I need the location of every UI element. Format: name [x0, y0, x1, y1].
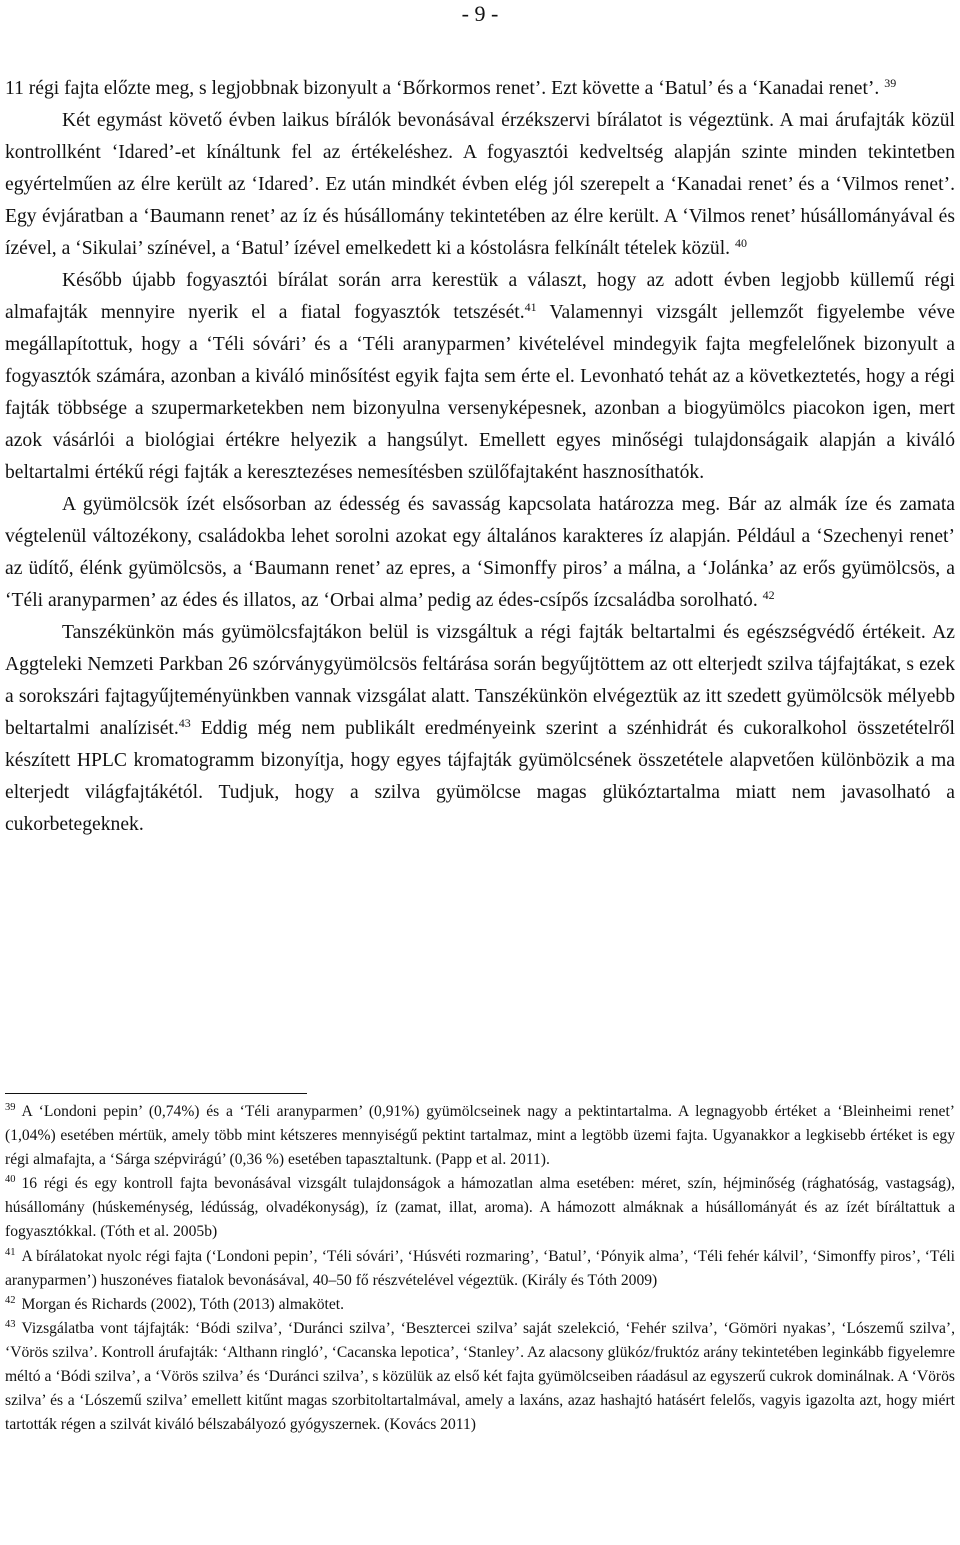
paragraph [5, 489, 955, 617]
paragraph-text: Két egymást követő évben laikus bírálók bevonásával érzékszervi bírálatot is végeztünk. A mai árufajták közül kontrollként ‘Idared’-et kínáltunk fel az értékeléshez. A fogyasztói kedveltség alapján szinte minden tekintetben egyértelműen az élre került az ‘Idared’. Ez után mindkét évben elég jól szerepelt a ‘Kanadai renet’ és a ‘Vilmos renet’. Egy évjáratban a ‘Baumann renet’ az íz és húsállomány tekintetében az élre került. A ‘Vilmos renet’ húsállományával és ízével, a ‘Sikulai’ színével, a ‘Batul’ ízével emelkedett ki a kóstolásra felkínált tételek közül. [5, 110, 955, 259]
paragraph [5, 617, 955, 841]
body-text [5, 73, 955, 841]
footnote-text: Morgan és Richards (2002), Tóth (2013) almakötet. [21, 1295, 344, 1313]
footnote-number: 40 [5, 1174, 16, 1186]
footnote [5, 1172, 955, 1244]
footnote [5, 1293, 955, 1317]
footnote-reference: 39 [884, 76, 897, 90]
footnote-text: A bírálatokat nyolc régi fajta (‘Londoni pepin’, ‘Téli sóvári’, ‘Húsvéti rozmaring’, ‘Batul’, ‘Pónyik alma’, ‘Téli fehér kálvil’, ‘Simonffy piros’, ‘Téli aranyparmen’) huszonéves fiatalok bevonásával, 40–50 fő részvételével végeztük. (Király és Tóth 2009) [5, 1247, 955, 1289]
footnote [5, 1245, 955, 1293]
paragraph [5, 73, 955, 105]
paragraph-text: A gyümölcsök ízét elsősorban az édesség és savasság kapcsolata határozza meg. Bár az almák íze és zamata végtelenül változékony, családokba lehet sorolni azokat egy általános karakteres íz alapján. Például a ‘Szechenyi renet’ az üdítő, élénk gyümölcsös, a ‘Baumann renet’ az epres, a ‘Simonffy piros’ a málna, a ‘Jolánka’ az erős gyümölcsös, a ‘Téli aranyparmen’ az édes és illatos, az ‘Orbai alma’ pedig az édes-csípős ízcsaládba sorolható. [5, 494, 955, 611]
footnote-number: 39 [5, 1102, 16, 1113]
paragraph-text: Tanszékünkön más gyümölcsfajtákon belül is vizsgáltuk a régi fajták beltartalmi és egészségvédő értékeit. Az Aggteleki Nemzeti Parkban 26 szórványgyümölcsös feltárása során begyűjtöttem az ott elterjedt szilva tájfajtákat, s ezek a sorokszári fajtagyűjteményünkben vannak vizsgálat alatt. Tanszékünkön elvégeztük az itt szedett gyümölcsök mélyebb beltartalmi analízisét. [5, 622, 955, 739]
footnote-reference: 40 [734, 236, 747, 250]
paragraph-text: Valamennyi vizsgált jellemzőt figyelembe véve megállapítottuk, hogy a ‘Téli sóvári’ és a ‘Téli aranyparmen’ kivételével mindegyik fajta megfelelőnek bizonyult a fogyasztók számára, azonban a kiváló minősítést egyik fajta sem érte el. Levonható tehát az a következtetés, hogy a régi fajták többsége a szupermarketekben nem bizonyulna versenyképesnek, azonban a biogyümölcs piacokon igen, mert azok vásárlói a biológiai értékre helyezik a hangsúlyt. Emellett egyes minőségi tulajdonságaik alapján a kiváló beltartalmi értékű régi fajták a keresztezéses nemesítésben szülőfajtaként hasznosíthatók. [5, 302, 955, 483]
page-number: - 9 - [461, 1, 499, 26]
paragraph [5, 265, 955, 489]
paragraph-text: Eddig még nem publikált eredményeink szerint a szénhidrát és cukoralkohol összetételről készített HPLC kromatogramm bizonyítja, hogy egyes tájfajták gyümölcsének összetétele alapvetően különbözik a ma elterjedt világfajtákétól. Tudjuk, hogy a szilva gyümölcse magas glükóztartalma miatt nem javasolható a cukorbetegeknek. [5, 718, 955, 835]
footnote-number: 43 [5, 1318, 16, 1330]
paragraph [5, 105, 955, 265]
footnote [5, 1100, 955, 1172]
paragraph-text: Később újabb fogyasztói bírálat során arra kerestük a választ, hogy az adott évben legjobb küllemű régi almafajták mennyire nyerik el a fiatal fogyasztók tetszését. [5, 270, 955, 323]
footnote-reference: 41 [524, 300, 537, 314]
footnote-reference: 42 [762, 588, 775, 602]
footnote-text: 16 régi és egy kontroll fajta bevonásával vizsgált tulajdonságok a hámozatlan alma esetében: méret, szín, héjminőség (rághatóság, vastagság), húsállomány (húskeménység, lédússág, olvadékonyság), íz (zamat, illat, aroma). A hámozott almáknak a húsállományát és az ízét bíráltattuk a fogyasztókkal. (Tóth et al. 2005b) [5, 1175, 955, 1241]
footnotes [5, 1100, 955, 1437]
footnote-number: 41 [5, 1246, 16, 1258]
footnote-text: Vizsgálatba vont tájfajták: ‘Bódi szilva’, ‘Duránci szilva’, ‘Besztercei szilva’ saját szelekció, ‘Fehér szilva’, ‘Gömöri nyakas’, ‘Lószemű szilva’, ‘Vörös szilva’. Kontroll árufajták: ‘Althann ringló’, ‘Cacanska lepotica’, ‘Stanley’. Az alacsony glükóz/fruktóz arány tekintetében leginkább figyelemre méltó a ‘Bódi szilva’, a ‘Vörös szilva’ és ‘Duránci szilva’, s közülük az első két fajta gyümölcseiben ráadásul az egyszerű cukrok dominálnak. A ‘Vörös szilva’ és a ‘Lószemű szilva’ emellett kitűnt magas szorbitoltartalmával, amely a laxáns, azaz hashajtó hatásért felelős, vagyis igazolta azt, hogy miért tartották régen a szilvát kiváló bélszabályozó gyógyszernek. (Kovács 2011) [5, 1319, 955, 1434]
footnote [5, 1317, 955, 1437]
paragraph-text: 11 régi fajta előzte meg, s legjobbnak bizonyult a ‘Bőrkormos renet’. Ezt követte a ‘Batul’ és a ‘Kanadai renet’. [5, 78, 885, 99]
footnote-text: A ‘Londoni pepin’ (0,74%) és a ‘Téli aranyparmen’ (0,91%) gyümölcseinek nagy a pektintartalma. A legnagyobb értéket a ‘Bleinheimi renet’ (1,04%) esetében mértük, amely több mint kétszeres mennyiségű pektint tartalmaz, mint a legtöbb üzemi fajta. Ugyanakkor a legkisebb értéket is egy régi almafajta, a ‘Sárga szépvirágú’ (0,36 %) esetében tapasztaltunk. (Papp et al. 2011). [5, 1103, 955, 1169]
footnote-number: 42 [5, 1294, 16, 1306]
footnote-reference: 43 [178, 716, 191, 730]
footnote-separator [5, 1093, 307, 1094]
